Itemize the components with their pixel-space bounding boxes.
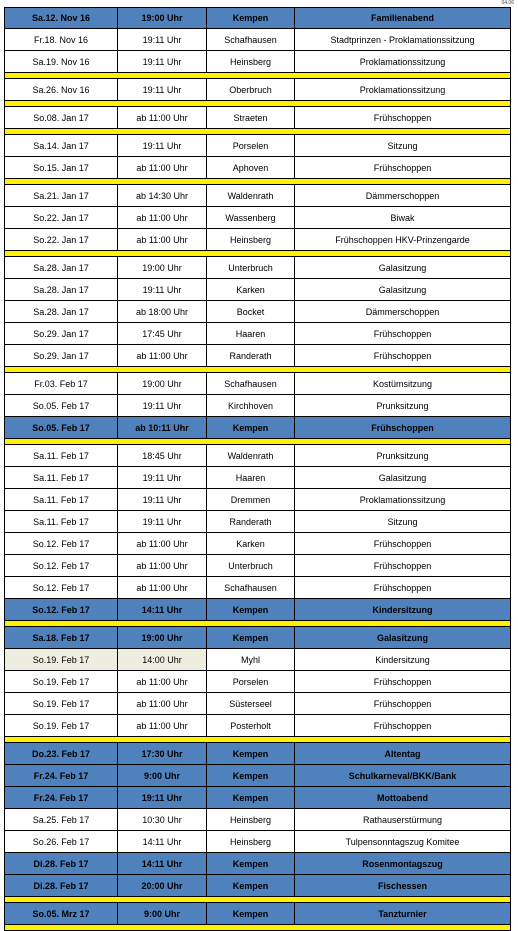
time-cell: 9:00 Uhr bbox=[118, 903, 207, 925]
date-cell: Di.28. Feb 17 bbox=[5, 875, 118, 897]
event-cell: Biwak bbox=[295, 207, 510, 229]
place-cell: Randerath bbox=[207, 345, 295, 367]
place-cell: Aphoven bbox=[207, 157, 295, 179]
time-cell: 14:11 Uhr bbox=[118, 853, 207, 875]
event-cell: Proklamationssitzung bbox=[295, 51, 510, 73]
event-schedule-table bbox=[4, 7, 511, 931]
date-cell: So.19. Feb 17 bbox=[5, 715, 118, 737]
time-cell: 19:00 Uhr bbox=[118, 257, 207, 279]
time-cell: ab 10:11 Uhr bbox=[118, 417, 207, 439]
time-cell: 19:11 Uhr bbox=[118, 79, 207, 101]
event-cell: Tulpensonntagszug Komitee bbox=[295, 831, 510, 853]
event-cell: Frühschoppen bbox=[295, 157, 510, 179]
table-row bbox=[4, 627, 511, 649]
place-cell: Haaren bbox=[207, 323, 295, 345]
place-cell: Schafhausen bbox=[207, 373, 295, 395]
date-cell: So.12. Feb 17 bbox=[5, 555, 118, 577]
event-cell: Prunksitzung bbox=[295, 395, 510, 417]
event-cell: Tanzturnier bbox=[295, 903, 510, 925]
time-cell: 9:00 Uhr bbox=[118, 765, 207, 787]
event-cell: Altentag bbox=[295, 743, 510, 765]
event-cell: Frühschoppen bbox=[295, 345, 510, 367]
time-cell: ab 11:00 Uhr bbox=[118, 107, 207, 129]
time-cell: 19:00 Uhr bbox=[118, 373, 207, 395]
time-cell: ab 11:00 Uhr bbox=[118, 555, 207, 577]
table-row bbox=[4, 7, 511, 29]
event-cell: Frühschoppen bbox=[295, 417, 510, 439]
date-cell: Sa.25. Feb 17 bbox=[5, 809, 118, 831]
time-cell: ab 11:00 Uhr bbox=[118, 157, 207, 179]
place-cell: Heinsberg bbox=[207, 51, 295, 73]
place-cell: Kempen bbox=[207, 903, 295, 925]
place-cell: Süsterseel bbox=[207, 693, 295, 715]
table-row bbox=[4, 533, 511, 555]
time-cell: ab 11:00 Uhr bbox=[118, 715, 207, 737]
date-cell: So.05. Mrz 17 bbox=[5, 903, 118, 925]
event-cell: Proklamationssitzung bbox=[295, 489, 510, 511]
place-cell: Posterholt bbox=[207, 715, 295, 737]
table-row bbox=[4, 649, 511, 671]
date-cell: Sa.21. Jan 17 bbox=[5, 185, 118, 207]
place-cell: Randerath bbox=[207, 511, 295, 533]
date-cell: So.05. Feb 17 bbox=[5, 395, 118, 417]
place-cell: Myhl bbox=[207, 649, 295, 671]
time-cell: ab 11:00 Uhr bbox=[118, 533, 207, 555]
table-row bbox=[4, 301, 511, 323]
time-cell: 14:00 Uhr bbox=[118, 649, 207, 671]
date-cell: Di.28. Feb 17 bbox=[5, 853, 118, 875]
table-row bbox=[4, 395, 511, 417]
event-cell: Frühschoppen bbox=[295, 715, 510, 737]
time-cell: 20:00 Uhr bbox=[118, 875, 207, 897]
date-cell: Sa.11. Feb 17 bbox=[5, 467, 118, 489]
table-row bbox=[4, 511, 511, 533]
date-cell: So.19. Feb 17 bbox=[5, 671, 118, 693]
event-cell: Frühschoppen bbox=[295, 671, 510, 693]
event-cell: Galasitzung bbox=[295, 279, 510, 301]
time-cell: ab 11:00 Uhr bbox=[118, 345, 207, 367]
date-cell: Sa.12. Nov 16 bbox=[5, 8, 118, 29]
event-cell: Frühschoppen bbox=[295, 555, 510, 577]
place-cell: Heinsberg bbox=[207, 229, 295, 251]
event-cell: Kindersitzung bbox=[295, 649, 510, 671]
date-cell: So.12. Feb 17 bbox=[5, 533, 118, 555]
table-row bbox=[4, 743, 511, 765]
table-row bbox=[4, 467, 511, 489]
event-cell: Frühschoppen bbox=[295, 577, 510, 599]
event-cell: Mottoabend bbox=[295, 787, 510, 809]
date-cell: Sa.11. Feb 17 bbox=[5, 511, 118, 533]
place-cell: Kempen bbox=[207, 875, 295, 897]
table-row bbox=[4, 79, 511, 101]
table-row bbox=[4, 345, 511, 367]
time-cell: 10:30 Uhr bbox=[118, 809, 207, 831]
table-row bbox=[4, 185, 511, 207]
place-cell: Oberbruch bbox=[207, 79, 295, 101]
event-cell: Frühschoppen HKV-Prinzengarde bbox=[295, 229, 510, 251]
table-row bbox=[4, 853, 511, 875]
table-row bbox=[4, 207, 511, 229]
table-row bbox=[4, 831, 511, 853]
table-row bbox=[4, 29, 511, 51]
event-cell: Stadtprinzen - Proklamationssitzung bbox=[295, 29, 510, 51]
time-cell: 19:11 Uhr bbox=[118, 135, 207, 157]
place-cell: Kempen bbox=[207, 599, 295, 621]
place-cell: Kempen bbox=[207, 765, 295, 787]
event-cell: Frühschoppen bbox=[295, 107, 510, 129]
place-cell: Kempen bbox=[207, 853, 295, 875]
table-row bbox=[4, 323, 511, 345]
table-row bbox=[4, 555, 511, 577]
event-cell: Galasitzung bbox=[295, 467, 510, 489]
date-cell: Fr.24. Feb 17 bbox=[5, 787, 118, 809]
time-cell: 19:11 Uhr bbox=[118, 467, 207, 489]
table-row bbox=[4, 373, 511, 395]
date-cell: Sa.14. Jan 17 bbox=[5, 135, 118, 157]
place-cell: Porselen bbox=[207, 671, 295, 693]
table-row bbox=[4, 809, 511, 831]
event-cell: Frühschoppen bbox=[295, 323, 510, 345]
event-cell: Prunksitzung bbox=[295, 445, 510, 467]
time-cell: 19:11 Uhr bbox=[118, 29, 207, 51]
date-cell: Sa.28. Jan 17 bbox=[5, 257, 118, 279]
date-cell: Fr.24. Feb 17 bbox=[5, 765, 118, 787]
event-cell: Sitzung bbox=[295, 511, 510, 533]
date-cell: So.22. Jan 17 bbox=[5, 207, 118, 229]
time-cell: 19:11 Uhr bbox=[118, 489, 207, 511]
time-cell: 18:45 Uhr bbox=[118, 445, 207, 467]
date-cell: Fr.18. Nov 16 bbox=[5, 29, 118, 51]
time-cell: 19:11 Uhr bbox=[118, 279, 207, 301]
place-cell: Bocket bbox=[207, 301, 295, 323]
table-row bbox=[4, 229, 511, 251]
separator-bar bbox=[4, 925, 511, 931]
place-cell: Haaren bbox=[207, 467, 295, 489]
event-cell: Rathauserstürmung bbox=[295, 809, 510, 831]
table-row bbox=[4, 693, 511, 715]
event-cell: Fischessen bbox=[295, 875, 510, 897]
time-cell: 14:11 Uhr bbox=[118, 831, 207, 853]
date-cell: So.19. Feb 17 bbox=[5, 649, 118, 671]
time-cell: ab 14:30 Uhr bbox=[118, 185, 207, 207]
place-cell: Karken bbox=[207, 279, 295, 301]
time-cell: 19:11 Uhr bbox=[118, 395, 207, 417]
date-cell: So.29. Jan 17 bbox=[5, 323, 118, 345]
table-row bbox=[4, 715, 511, 737]
date-cell: Fr.03. Feb 17 bbox=[5, 373, 118, 395]
time-cell: 19:11 Uhr bbox=[118, 787, 207, 809]
event-cell: Familienabend bbox=[295, 8, 510, 29]
table-row bbox=[4, 787, 511, 809]
place-cell: Kempen bbox=[207, 743, 295, 765]
table-row bbox=[4, 51, 511, 73]
time-cell: 17:45 Uhr bbox=[118, 323, 207, 345]
table-row bbox=[4, 417, 511, 439]
table-row bbox=[4, 489, 511, 511]
time-cell: ab 18:00 Uhr bbox=[118, 301, 207, 323]
place-cell: Unterbruch bbox=[207, 555, 295, 577]
date-cell: Do.23. Feb 17 bbox=[5, 743, 118, 765]
event-cell: Sitzung bbox=[295, 135, 510, 157]
date-cell: Sa.26. Nov 16 bbox=[5, 79, 118, 101]
place-cell: Unterbruch bbox=[207, 257, 295, 279]
table-row bbox=[4, 257, 511, 279]
place-cell: Porselen bbox=[207, 135, 295, 157]
date-cell: Sa.28. Jan 17 bbox=[5, 279, 118, 301]
table-row bbox=[4, 903, 511, 925]
place-cell: Kempen bbox=[207, 627, 295, 649]
time-cell: ab 11:00 Uhr bbox=[118, 577, 207, 599]
place-cell: Dremmen bbox=[207, 489, 295, 511]
time-cell: 19:00 Uhr bbox=[118, 627, 207, 649]
place-cell: Kempen bbox=[207, 417, 295, 439]
place-cell: Heinsberg bbox=[207, 831, 295, 853]
date-cell: So.12. Feb 17 bbox=[5, 577, 118, 599]
table-row bbox=[4, 135, 511, 157]
time-cell: 17:30 Uhr bbox=[118, 743, 207, 765]
place-cell: Waldenrath bbox=[207, 185, 295, 207]
page-reference: 04.06 bbox=[501, 0, 514, 6]
date-cell: So.29. Jan 17 bbox=[5, 345, 118, 367]
event-cell: Frühschoppen bbox=[295, 533, 510, 555]
place-cell: Kempen bbox=[207, 8, 295, 29]
date-cell: Sa.18. Feb 17 bbox=[5, 627, 118, 649]
date-cell: Sa.11. Feb 17 bbox=[5, 489, 118, 511]
event-cell: Proklamationssitzung bbox=[295, 79, 510, 101]
event-cell: Kindersitzung bbox=[295, 599, 510, 621]
event-cell: Frühschoppen bbox=[295, 693, 510, 715]
time-cell: 14:11 Uhr bbox=[118, 599, 207, 621]
date-cell: So.12. Feb 17 bbox=[5, 599, 118, 621]
event-cell: Schulkarneval/BKK/Bank bbox=[295, 765, 510, 787]
time-cell: ab 11:00 Uhr bbox=[118, 693, 207, 715]
date-cell: So.15. Jan 17 bbox=[5, 157, 118, 179]
event-cell: Dämmerschoppen bbox=[295, 301, 510, 323]
time-cell: 19:00 Uhr bbox=[118, 8, 207, 29]
table-row bbox=[4, 599, 511, 621]
date-cell: Sa.11. Feb 17 bbox=[5, 445, 118, 467]
time-cell: ab 11:00 Uhr bbox=[118, 207, 207, 229]
event-cell: Galasitzung bbox=[295, 627, 510, 649]
time-cell: 19:11 Uhr bbox=[118, 511, 207, 533]
table-row bbox=[4, 157, 511, 179]
place-cell: Wassenberg bbox=[207, 207, 295, 229]
event-cell: Galasitzung bbox=[295, 257, 510, 279]
event-cell: Rosenmontagszug bbox=[295, 853, 510, 875]
event-cell: Kostümsitzung bbox=[295, 373, 510, 395]
place-cell: Kempen bbox=[207, 787, 295, 809]
date-cell: Sa.19. Nov 16 bbox=[5, 51, 118, 73]
date-cell: So.08. Jan 17 bbox=[5, 107, 118, 129]
place-cell: Schafhausen bbox=[207, 29, 295, 51]
place-cell: Heinsberg bbox=[207, 809, 295, 831]
time-cell: ab 11:00 Uhr bbox=[118, 671, 207, 693]
date-cell: Sa.28. Jan 17 bbox=[5, 301, 118, 323]
place-cell: Karken bbox=[207, 533, 295, 555]
time-cell: 19:11 Uhr bbox=[118, 51, 207, 73]
table-row bbox=[4, 279, 511, 301]
event-cell: Dämmerschoppen bbox=[295, 185, 510, 207]
place-cell: Kirchhoven bbox=[207, 395, 295, 417]
place-cell: Straeten bbox=[207, 107, 295, 129]
place-cell: Schafhausen bbox=[207, 577, 295, 599]
table-row bbox=[4, 577, 511, 599]
table-row bbox=[4, 671, 511, 693]
place-cell: Waldenrath bbox=[207, 445, 295, 467]
table-row bbox=[4, 107, 511, 129]
table-row bbox=[4, 875, 511, 897]
date-cell: So.05. Feb 17 bbox=[5, 417, 118, 439]
time-cell: ab 11:00 Uhr bbox=[118, 229, 207, 251]
date-cell: So.19. Feb 17 bbox=[5, 693, 118, 715]
table-row bbox=[4, 765, 511, 787]
date-cell: So.26. Feb 17 bbox=[5, 831, 118, 853]
table-row bbox=[4, 445, 511, 467]
date-cell: So.22. Jan 17 bbox=[5, 229, 118, 251]
